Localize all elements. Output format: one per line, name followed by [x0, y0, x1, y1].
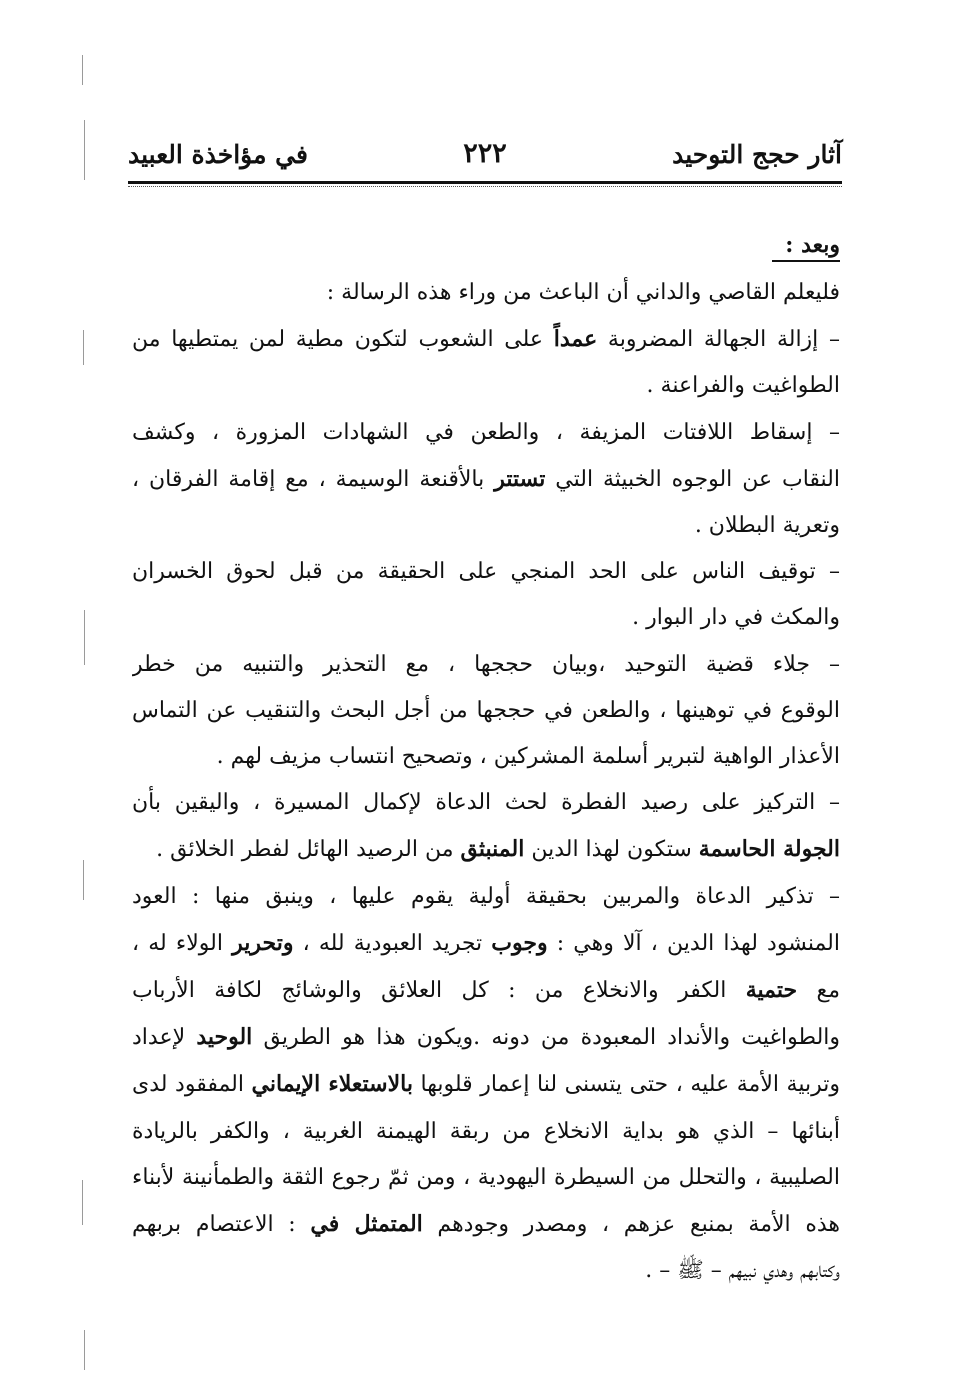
text-run: – توقيف الناس على الحد المنجي على الحقيقة من قبل لحوق الخسران — [132, 559, 840, 585]
page-number: ٢٢٢ — [463, 138, 507, 169]
text-line — [132, 920, 840, 967]
text-run: من الرصيد الهائل لفطر الخلائق . — [156, 837, 461, 863]
text-run: والطواغيت والأنداد المعبودة من دونه .ويكون هذا هو الطريق — [252, 1025, 840, 1051]
bold-phrase: الوحيد — [196, 1024, 253, 1051]
section-title: في مؤاخذة العبيد — [128, 140, 308, 169]
text-run: ستكون لهذا الدين — [524, 837, 699, 863]
text-run: الكفر والانخلاع من : كل العلائق والوشائج لكافة الأرباب — [132, 978, 746, 1004]
text-line — [132, 1061, 840, 1108]
text-line — [132, 967, 840, 1014]
text-line — [132, 316, 840, 363]
text-run: لإعداد — [132, 1025, 197, 1051]
text-line — [132, 780, 840, 826]
text-run: أبنائها – الذي هو بداية الانخلاع من ربقة الهيمنة الغربية ، والكفر بالريادة — [132, 1118, 840, 1144]
text-run: فليعلم القاصي والداني أن الباعث من وراء هذه الرسالة : — [326, 280, 840, 305]
page-header — [128, 140, 842, 180]
bold-phrase: حتمية — [745, 977, 798, 1004]
text-line — [132, 1109, 840, 1155]
main-text — [132, 230, 840, 1294]
text-line — [132, 270, 840, 316]
bold-phrase: وتحرير — [232, 929, 294, 956]
text-run: مع — [797, 978, 840, 1004]
text-run: : الاعتصام بربهم — [132, 1212, 311, 1238]
text-run: على الشعوب لتكون مطية لمن يمتطيها من — [132, 327, 554, 353]
text-run: وتعرية البطلان . — [694, 513, 840, 539]
text-line — [132, 503, 840, 549]
text-run: الأعذار الواهية لتبرير أسلمة المشركين ، وتصحيح انتساب مزيف لهم . — [216, 744, 840, 770]
scan-margin-edge — [0, 0, 90, 1378]
text-run: – إسقاط اللافتات المزيفة ، والطعن في الشهادات المزورة ، وكشف — [132, 419, 840, 445]
bold-phrase: الجولة الحاسمة — [698, 836, 840, 863]
text-run: – التركيز على رصيد الفطرة لحث الدعاة لإكمال المسيرة ، واليقين بأن — [132, 790, 840, 816]
text-line — [132, 734, 840, 780]
text-line — [132, 874, 840, 920]
text-lines — [132, 270, 840, 1294]
text-run: – تذكير الدعاة والمربين بحقيقة أولية يقوم عليها ، وينبق منها : العود — [132, 883, 840, 909]
text-line — [132, 826, 840, 873]
text-run: الولاء له ، — [132, 930, 233, 956]
text-run: هذه الأمة بمنبع عزهم ، ومصدر وجودهم — [422, 1212, 840, 1238]
text-line — [132, 1248, 840, 1294]
text-run: الطواغيت والفراعنة . — [646, 373, 840, 399]
text-line — [132, 688, 840, 734]
bold-phrase: المتمثل في — [310, 1211, 423, 1238]
text-run: المفقود لدى — [132, 1072, 252, 1098]
text-run: الوقوع في توهينها ، والطعن في حججها من أجل البحث والتنقيب عن التماس — [132, 697, 840, 723]
text-run: وتربية الأمة عليه ، حتى يتسنى لنا إعمار قلوبها — [412, 1072, 840, 1098]
text-run: – إزالة الجهالة المضروبة — [597, 327, 840, 353]
text-run: تجريد العبودية لله ، — [293, 930, 492, 956]
text-run: المنشود لهذا الدين ، آلا وهي : — [547, 930, 840, 956]
text-line — [132, 363, 840, 409]
text-line — [132, 595, 840, 641]
text-line — [132, 410, 840, 456]
text-line — [132, 549, 840, 595]
text-run: النقاب عن الوجوه الخبيثة التي — [545, 466, 840, 492]
text-line — [132, 456, 840, 503]
bold-phrase: بالاستعلاء الإيماني — [251, 1071, 413, 1098]
bold-phrase: عمداً — [553, 326, 598, 353]
bold-phrase: المنبثق — [460, 836, 525, 863]
text-line — [132, 642, 840, 688]
header-divider — [128, 181, 842, 187]
text-line — [132, 1014, 840, 1061]
book-title: آثار حجج التوحيد — [672, 140, 842, 169]
bold-phrase: وجوب — [491, 929, 548, 956]
text-run: الصليبية ، والتحلل من السيطرة اليهودية ، ومن ثمّ رجوع الثقة والطمأنينة لأبناء — [132, 1164, 840, 1190]
text-run: والمكث في دار البوار . — [632, 605, 840, 631]
text-line — [132, 1201, 840, 1248]
text-run: بالأقنعة الوسيمة ، مع إقامة الفرقان ، — [132, 466, 495, 492]
text-line — [132, 1155, 840, 1201]
section-heading: وبعد : — [772, 230, 840, 262]
text-run: – جلاء قضية التوحيد ،وبيان حججها ، مع التحذير والتنبيه من خطر — [132, 651, 840, 677]
bold-phrase: تستتر — [494, 465, 546, 492]
text-run: وكتابهم وهدي نبيهم – ﷺ – . — [645, 1258, 840, 1284]
